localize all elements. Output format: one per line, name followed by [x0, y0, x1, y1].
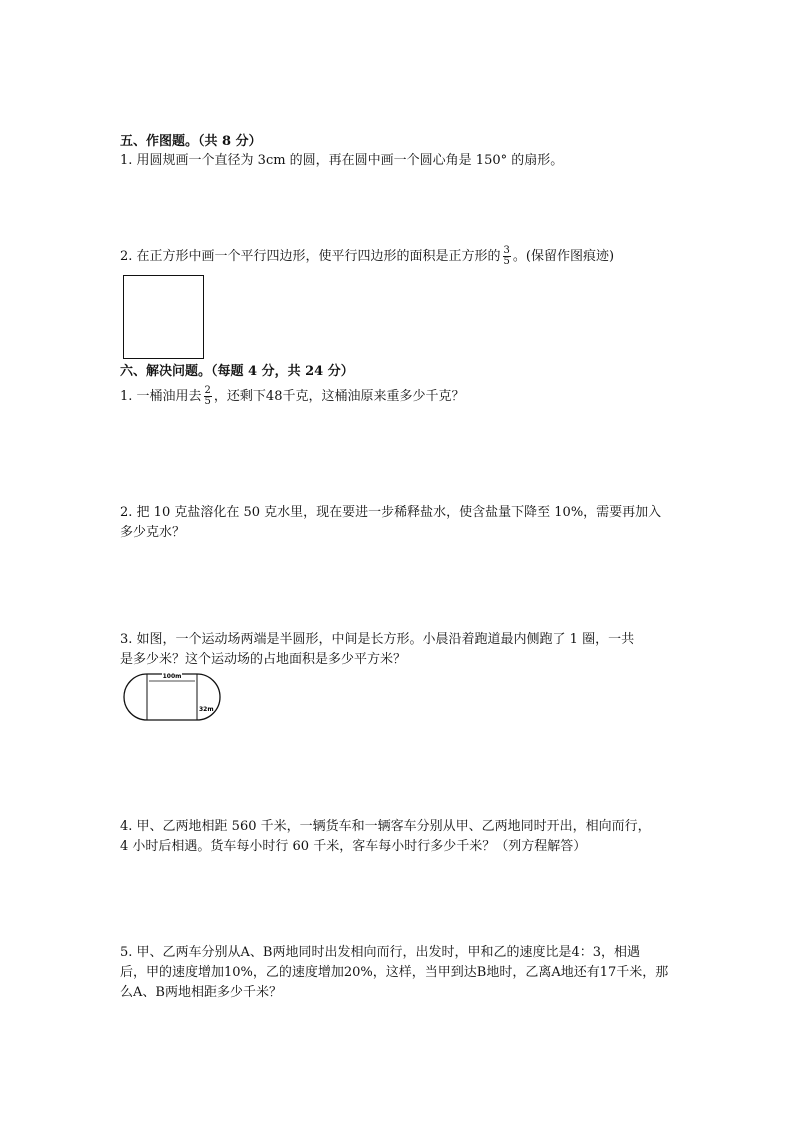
fraction-three-fifths: $\frac{3}{5}$: [503, 245, 510, 267]
section6-question-5-line2: 后，甲的速度增加10%，乙的速度增加20%，这样，当甲到达B地时，乙离A地还有17千米，那: [120, 965, 669, 980]
sports-field-figure: [122, 672, 222, 722]
fraction-two-fifths: $\frac{2}{5}$: [204, 385, 211, 407]
section5-question-1: 1. 用圆规画一个直径为 3cm 的圆，再在圆中画一个圆心角是 150° 的扇形。: [120, 153, 564, 168]
section6-question-1: [120, 386, 464, 407]
section6-question-2-line2: 多少克水？: [120, 525, 186, 540]
q2-text-before: 2. 在正方形中画一个平行四边形，使平行四边形的面积是正方形的: [120, 249, 501, 264]
q2-text-after: 。(保留作图痕迹): [512, 249, 615, 264]
section6-question-3-line1: 3. 如图，一个运动场两端是半圆形，中间是长方形。小晨沿着跑道最内侧跑了 1 圈，一共: [120, 632, 635, 647]
s6q1-text-after: ，还剩下48千克，这桶油原来重多少千克？: [213, 389, 465, 404]
section6-question-5-line1: 5. 甲、乙两车分别从A、B两地同时出发相向而行，出发时，甲和乙的速度比是4：3，相遇: [120, 945, 641, 960]
length-label: 100m: [162, 673, 182, 680]
section6-question-4-line1: 4. 甲、乙两地相距 560 千米，一辆货车和一辆客车分别从甲、乙两地同时开出，相向而行，: [120, 819, 651, 834]
width-label: 32m: [199, 706, 214, 713]
s6q1-text-before: 1. 一桶油用去: [120, 389, 202, 404]
section5-question-2: [120, 246, 614, 267]
section6-question-2-line1: 2. 把 10 克盐溶化在 50 克水里，现在要进一步稀释盐水，使含盐量下降至 10%，需要再加入: [120, 505, 662, 520]
section6-title: 六、解决问题。（每题 4 分，共 24 分）: [120, 364, 354, 379]
square-figure: [123, 275, 204, 359]
section6-question-4-line2: 4 小时后相遇。货车每小时行 60 千米，客车每小时行多少千米？（列方程解答）: [120, 839, 587, 854]
section6-question-3-line2: 是多少米？这个运动场的占地面积是多少平方米？: [120, 652, 407, 667]
section5-title: 五、作图题。（共 8 分）: [120, 134, 262, 149]
section6-question-5-line3: 么A、B两地相距多少千米？: [120, 985, 282, 1000]
